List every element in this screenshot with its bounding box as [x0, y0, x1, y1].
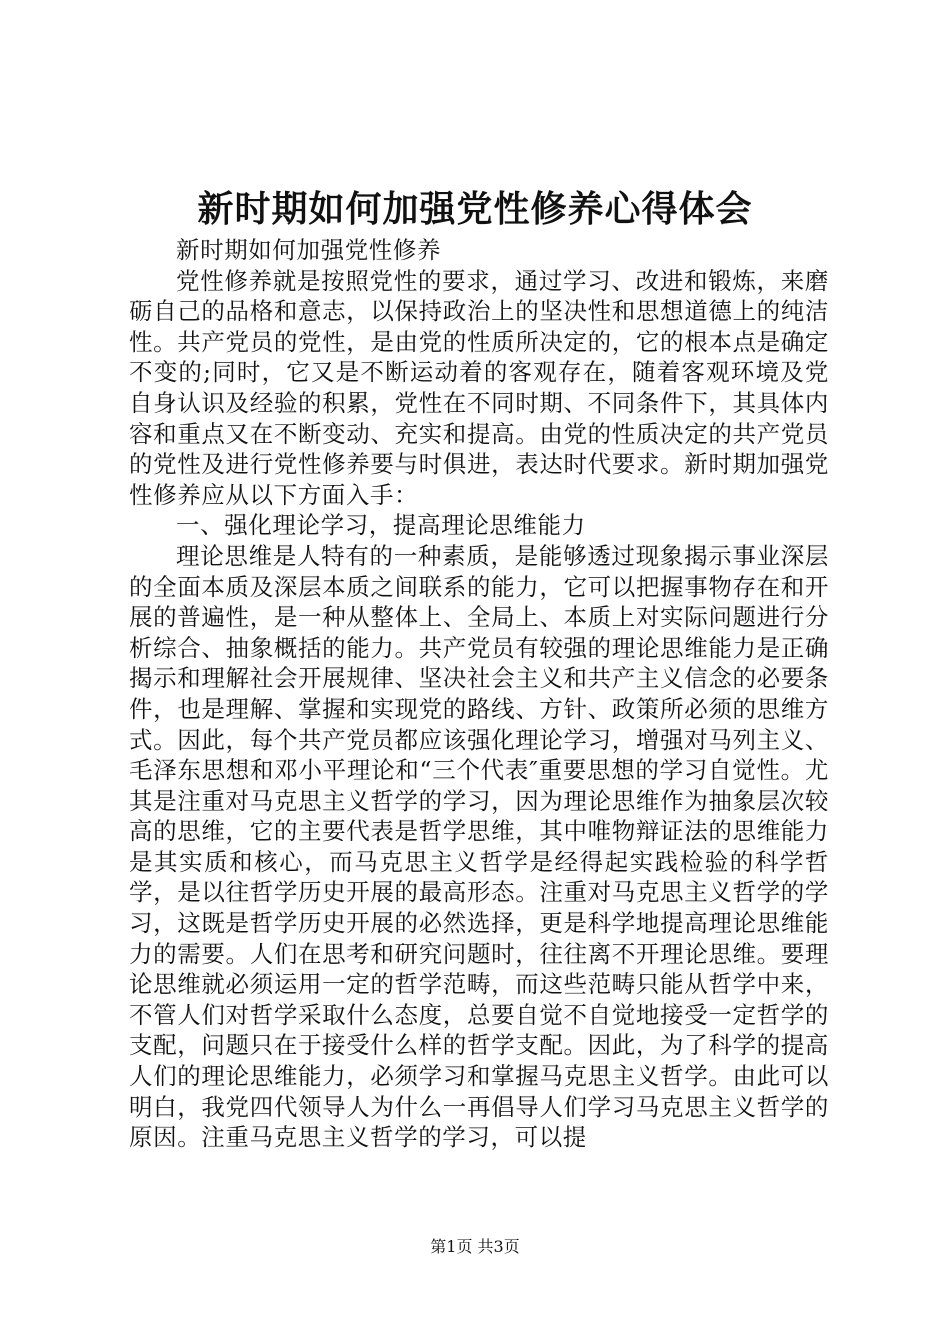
- page-footer: 第1页 共3页: [430, 1237, 520, 1256]
- section-heading-1: 一、强化理论学习，提高理论思维能力: [176, 511, 586, 540]
- paragraph-intro: 党性修养就是按照党性的要求，通过学习、改进和锻炼，来磨砺自己的品格和意志，以保持政治上的坚决性和思想道德上的纯洁性。共产党员的党性，是由党的性质所决定的，它的根本点是确定不变的;同时，它又是不断运动着的客观存在，随着客观环境及党自身认识及经验的积累，党性在不同时期、不同条件下，其具体内容和重点又在不断变动、充实和提高。由党的性质决定的共产党员的党性及进行党性修养要与时俱进，表达时代要求。新时期加强党性修养应从以下方面入手：: [129, 266, 829, 509]
- paragraph-theory: 理论思维是人特有的一种素质，是能够透过现象揭示事业深层的全面本质及深层本质之间联系的能力，它可以把握事物存在和开展的普遍性，是一种从整体上、全局上、本质上对实际问题进行分析综合、抽象概括的能力。共产党员有较强的理论思维能力是正确揭示和理解社会开展规律、坚决社会主义和共产主义信念的必要条件，也是理解、掌握和实现党的路线、方针、政策所必须的思维方式。因此，每个共产党员都应该强化理论学习，增强对马列主义、毛泽东思想和邓小平理论和“三个代表″重要思想的学习自觉性。尤其是注重对马克思主义哲学的学习，因为理论思维作为抽象层次较高的思维，它的主要代表是哲学思维，其中唯物辩证法的思维能力是其实质和核心，而马克思主义哲学是经得起实践检验的科学哲学，是以往哲学历史开展的最高形态。注重对马克思主义哲学的学习，这既是哲学历史开展的必然选择，更是科学地提高理论思维能力的需要。人们在思考和研究问题时，往往离不开理论思维。要理论思维就必须运用一定的哲学范畴，而这些范畴只能从哲学中来，不管人们对哲学采取什么态度，总要自觉不自觉地接受一定哲学的支配，问题只在于接受什么样的哲学支配。因此，为了科学的提高人们的理论思维能力，必须学习和掌握马克思主义哲学。由此可以明白，我党四代领导人为什么一再倡导人们学习马克思主义哲学的原因。注重马克思主义哲学的学习，可以提: [129, 541, 829, 1152]
- paragraph-subtitle: 新时期如何加强党性修养: [176, 236, 442, 264]
- document-body: [129, 235, 829, 1153]
- document-title: 新时期如何加强党性修养心得体会: [197, 188, 753, 230]
